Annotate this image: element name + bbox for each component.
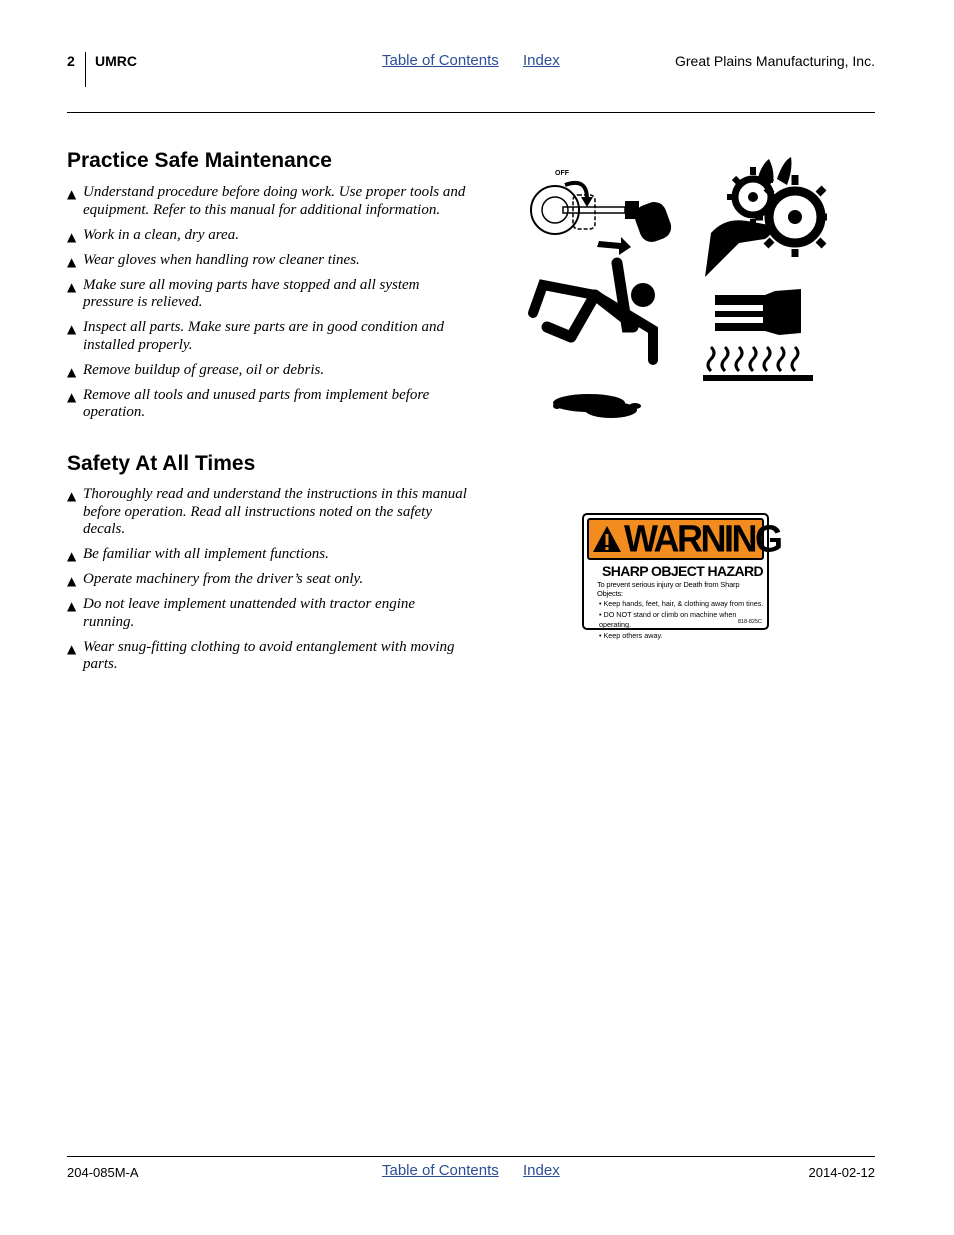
footer-rule	[67, 1156, 875, 1157]
list-item: ▲ Make sure all moving parts have stopped and all system pressure is relieved.	[67, 276, 420, 310]
triangle-bullet-icon: ▲	[67, 229, 77, 244]
header-divider	[85, 52, 86, 87]
doc-number: 204-085M-A	[67, 1165, 139, 1180]
key-off-label: OFF	[555, 170, 569, 177]
slip-hazard-icon	[533, 263, 655, 418]
list-item: ▲ Inspect all parts. Make sure parts are in good condition and installed properly.	[67, 319, 444, 353]
warning-part-number: 818-825C	[737, 619, 762, 625]
maintenance-list	[67, 184, 467, 429]
list-item: ▲ Operate machinery from the driver’s seat only.	[67, 571, 467, 589]
header-index-link[interactable]: Index	[523, 52, 560, 69]
safety-pictograms	[525, 155, 825, 425]
list-item: ▲ Understand procedure before doing work. Use proper tools and equipment. Refer to this manual for additional information.	[67, 184, 466, 218]
list-item: • Keep hands, feet, hair, & clothing away from tines.	[599, 599, 764, 608]
triangle-bullet-icon: ▲	[67, 599, 77, 613]
triangle-bullet-icon: ▲	[67, 364, 77, 379]
list-item: ▲ Do not leave implement unattended with tractor engine running.	[67, 596, 416, 630]
page-number: 2	[67, 53, 75, 69]
list-item: ▲ Wear snug-fitting clothing to avoid entanglement with moving parts.	[67, 638, 455, 672]
triangle-bullet-icon: ▲	[67, 322, 77, 336]
triangle-bullet-icon: ▲	[67, 279, 77, 294]
list-item: ▲ Thoroughly read and understand the instructions in this manual before operation. Read all instructions noted on the safety decals.	[67, 486, 467, 537]
doc-title: UMRC	[95, 53, 137, 69]
warning-intro: To prevent serious injury or Death from Sharp Objects:	[597, 580, 740, 598]
section-heading-safety: Safety At All Times	[67, 452, 256, 475]
safety-list	[67, 486, 467, 681]
triangle-bullet-icon: ▲	[67, 254, 77, 269]
header-rule	[67, 112, 875, 113]
header-toc-link[interactable]: Table of Contents	[382, 52, 499, 69]
warning-decal	[582, 513, 781, 640]
list-item: • DO NOT stand or climb on machine when operating.	[599, 609, 737, 629]
doc-date: 2014-02-12	[808, 1165, 875, 1180]
list-item: ▲ Work in a clean, dry area.	[67, 227, 467, 245]
list-item: • Keep others away.	[599, 630, 663, 640]
key-off-icon	[531, 170, 675, 255]
triangle-bullet-icon: ▲	[67, 549, 77, 563]
triangle-bullet-icon: ▲	[67, 574, 77, 588]
list-item: ▲ Remove all tools and unused parts from implement before operation.	[67, 386, 430, 420]
list-item: ▲ Be familiar with all implement functions.	[67, 546, 467, 564]
triangle-bullet-icon: ▲	[67, 389, 77, 404]
hot-surface-icon	[703, 289, 813, 381]
list-item: ▲ Wear gloves when handling row cleaner tines.	[67, 252, 467, 270]
triangle-bullet-icon: ▲	[67, 641, 77, 656]
footer-toc-link[interactable]: Table of Contents	[382, 1162, 499, 1179]
warning-triangle-icon	[592, 525, 622, 553]
triangle-bullet-icon: ▲	[67, 489, 77, 503]
triangle-bullet-icon: ▲	[67, 187, 77, 201]
section-heading-maintenance: Practice Safe Maintenance	[67, 149, 332, 172]
footer-index-link[interactable]: Index	[523, 1162, 560, 1179]
warning-signal-word: WARNING	[624, 516, 781, 560]
company-name: Great Plains Manufacturing, Inc.	[675, 53, 875, 69]
list-item: ▲ Remove buildup of grease, oil or debris.	[67, 362, 467, 380]
warning-hazard-title: SHARP OBJECT HAZARD	[602, 563, 764, 579]
gear-entanglement-icon	[705, 157, 827, 277]
warning-banner	[587, 516, 781, 560]
